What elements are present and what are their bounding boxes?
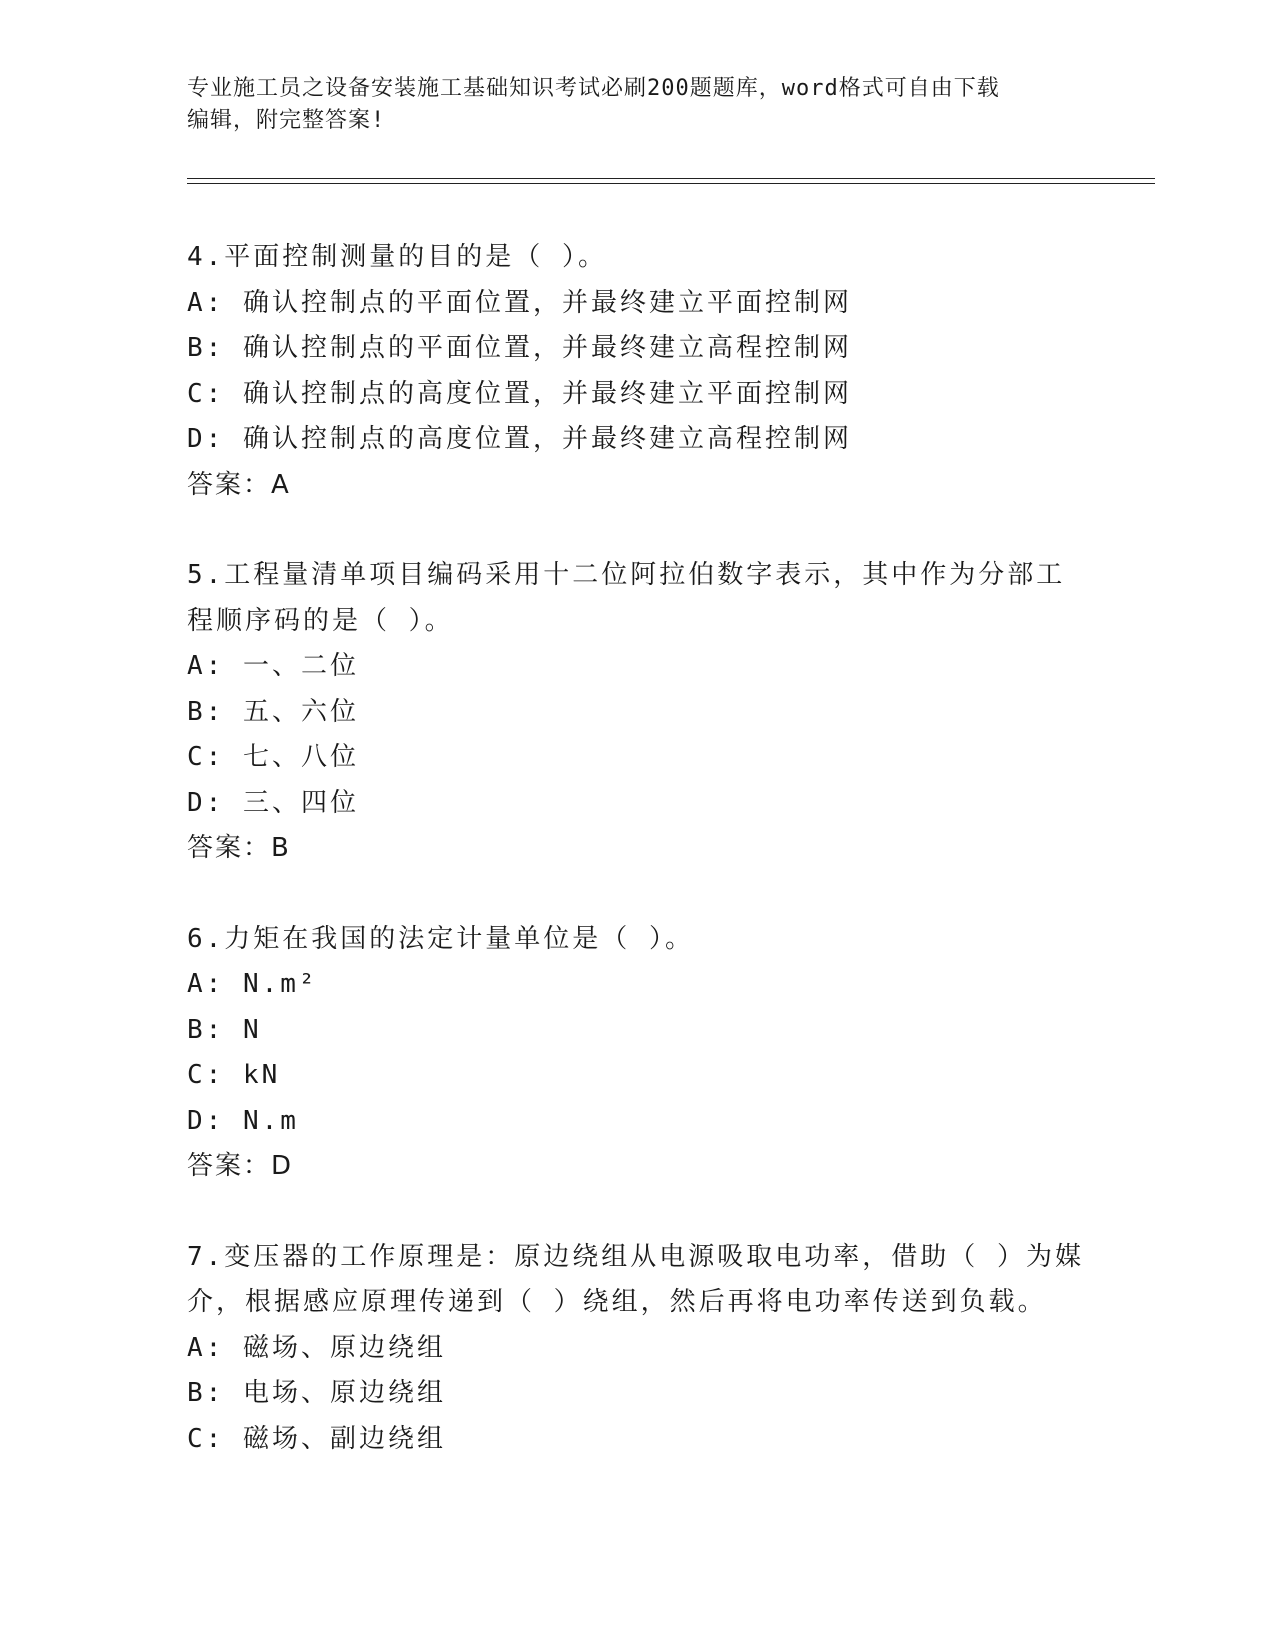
option-a: A: 确认控制点的平面位置，并最终建立平面控制网 [187,287,852,318]
header-title-line-1: 专业施工员之设备安装施工基础知识考试必刷200题题库，word格式可自由下载 [187,76,1000,101]
option-a: A: 磁场、原边绕组 [187,1332,446,1363]
option-d: D: 确认控制点的高度位置，并最终建立高程控制网 [187,424,852,454]
option-b: B: N [187,1014,262,1045]
answer-text: 答案：B [187,833,291,863]
option-c: C: 七、八位 [187,742,359,772]
option-c: C: kN [187,1060,281,1090]
option-a: A: 一、二位 [187,651,359,681]
question-stem: 5.工程量清单项目编码采用十二位阿拉伯数字表示，其中作为分部工 [187,560,1066,590]
document-header [187,73,1067,137]
answer-text: 答案：A [187,469,291,500]
question-list [187,235,1087,1507]
question-stem-continued: 程顺序码的是（ ）。 [187,605,454,636]
option-d: D: N.m [187,1105,299,1136]
option-c: C: 确认控制点的高度位置，并最终建立平面控制网 [187,378,852,409]
header-divider-bottom [187,183,1155,184]
option-c: C: 磁场、副边绕组 [187,1423,446,1454]
option-a: A: N.m² [187,969,318,999]
header-divider-top [187,178,1155,179]
option-b: B: 电场、原边绕组 [187,1378,446,1408]
answer-text: 答案：D [187,1151,294,1181]
header-title-line-2: 编辑，附完整答案! [187,108,386,133]
question-stem: 7.变压器的工作原理是：原边绕组从电源吸取电功率，借助（ ）为媒 [187,1241,1084,1272]
question-5 [187,553,1087,872]
question-6 [187,917,1087,1190]
question-4 [187,235,1087,508]
option-b: B: 确认控制点的平面位置，并最终建立高程控制网 [187,333,852,363]
question-stem: 4.平面控制测量的目的是（ ）。 [187,242,607,272]
option-b: B: 五、六位 [187,696,359,727]
question-stem-continued: 介，根据感应原理传递到（ ）绕组，然后再将电功率传送到负载。 [187,1287,1047,1317]
option-d: D: 三、四位 [187,787,359,818]
question-stem: 6.力矩在我国的法定计量单位是（ ）。 [187,923,694,954]
question-7 [187,1235,1087,1463]
